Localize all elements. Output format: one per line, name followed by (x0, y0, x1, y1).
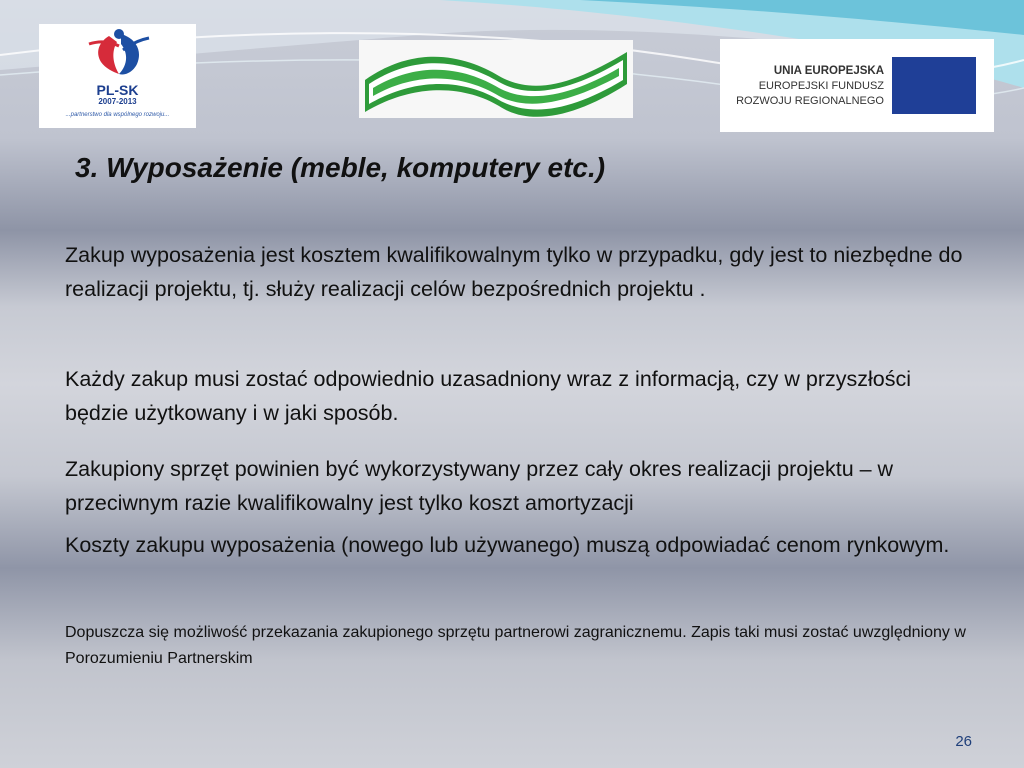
eu-line-1: UNIA EUROPEJSKA (773, 65, 884, 77)
page-number: 26 (955, 733, 972, 750)
eu-text (736, 64, 884, 109)
plsk-logo (39, 24, 196, 128)
eu-line-3: ROZWOJU REGIONALNEGO (736, 95, 884, 107)
eu-flag-icon (892, 57, 976, 114)
paragraph-5: Dopuszcza się możliwość przekazania zakupionego sprzętu partnerowi zagranicznemu. Zapis taki musi zostać uwzględniony w Porozumieniu Partnerskim (65, 624, 966, 667)
eu-line-2: EUROPEJSKI FUNDUSZ (758, 80, 884, 92)
paragraph-1: Zakup wyposażenia jest kosztem kwalifikowalnym tylko w przypadku, gdy jest to niezbędne do realizacji projektu, tj. służy realizacji celów bezpośrednich projektu . (65, 243, 963, 301)
eu-logo (720, 39, 994, 132)
plsk-name: PL-SK (96, 82, 139, 98)
eu-stars (892, 57, 976, 114)
euroregion-banner (359, 40, 633, 118)
plsk-motto: ...partnerstwo dla wspólnego rozwoju... (65, 112, 170, 118)
paragraph-2: Każdy zakup musi zostać odpowiednio uzasadniony wraz z informacją, czy w przyszłości będzie użytkowany i w jaki sposób. (65, 367, 912, 425)
slide-title: 3. Wyposażenie (meble, komputery etc.) (75, 152, 606, 183)
euroregion-logo (359, 40, 633, 118)
plsk-figure-icon (39, 24, 196, 84)
paragraph-3: Zakupiony sprzęt powinien być wykorzystywany przez cały okres realizacji projektu – w przeciwnym razie kwalifikowalny jest tylko koszt amortyzacji (65, 457, 894, 515)
plsk-years: 2007-2013 (98, 97, 137, 106)
paragraph-4: Koszty zakupu wyposażenia (nowego lub używanego) muszą odpowiadać cenom rynkowym. (65, 533, 950, 557)
